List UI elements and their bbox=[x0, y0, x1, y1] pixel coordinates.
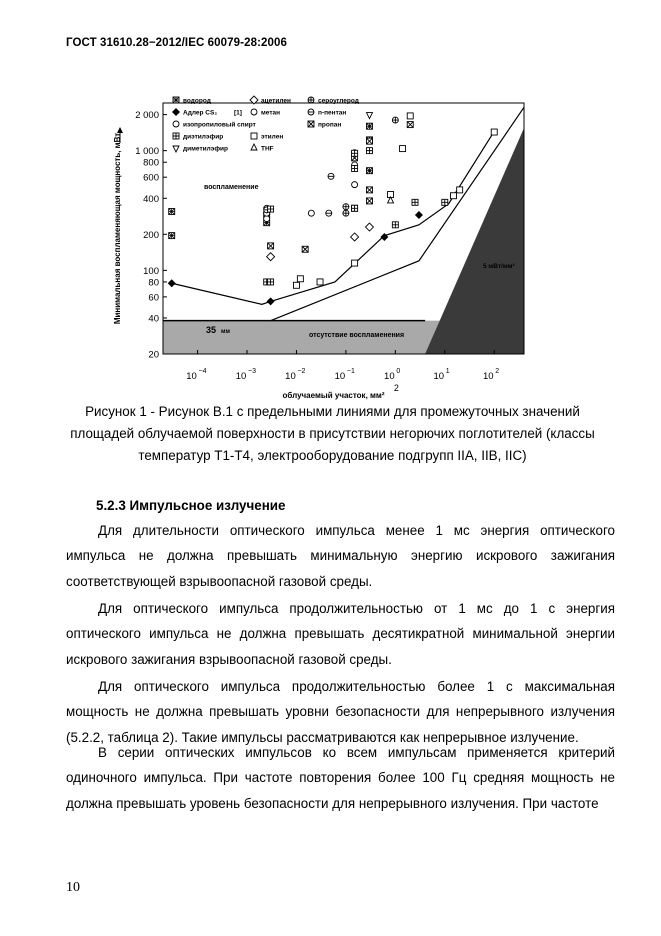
y-tick-label: 200 bbox=[143, 229, 159, 241]
data-point bbox=[352, 182, 358, 188]
data-point bbox=[268, 243, 274, 249]
data-point bbox=[407, 113, 413, 119]
document-header: ГОСТ 31610.28−2012/IEC 60079-28:2006 bbox=[66, 37, 287, 49]
y-tick-label: 60 bbox=[148, 292, 159, 304]
y-tick-label: 800 bbox=[143, 157, 159, 169]
data-point bbox=[352, 165, 358, 171]
legend-label: сероуглерод bbox=[318, 97, 359, 105]
data-point bbox=[351, 233, 359, 241]
legend-symbol bbox=[308, 109, 314, 115]
x-tick-exponent: 0 bbox=[396, 368, 401, 375]
y-tick-label: 1 000 bbox=[135, 146, 159, 158]
legend-symbol bbox=[173, 121, 179, 127]
caption-line: Рисунок 1 - Рисунок В.1 с предельными линиями для промежуточных значений bbox=[85, 404, 580, 419]
caption-line: площадей облучаемой поверхности в присутствии негорючих поглотителей (классы bbox=[70, 426, 595, 441]
data-point bbox=[366, 198, 372, 204]
page-number: 10 bbox=[66, 880, 80, 895]
legend-symbol bbox=[172, 108, 180, 116]
data-point bbox=[343, 210, 349, 216]
figure-caption bbox=[60, 401, 605, 467]
data-point bbox=[450, 193, 456, 199]
data-point bbox=[169, 209, 175, 215]
legend-symbol bbox=[251, 109, 257, 115]
legend-symbol bbox=[251, 133, 257, 139]
data-point bbox=[366, 168, 372, 174]
data-point bbox=[293, 282, 299, 288]
data-point bbox=[317, 279, 323, 285]
legend-label: этилен bbox=[261, 133, 284, 141]
legend-label: диэтилэфир bbox=[183, 133, 224, 141]
data-point bbox=[366, 187, 372, 193]
diameter-unit: мм bbox=[221, 329, 230, 335]
data-point bbox=[308, 210, 314, 216]
legend-symbol bbox=[173, 133, 179, 139]
legend-symbol bbox=[308, 97, 314, 103]
ignition-power-chart bbox=[106, 92, 526, 400]
ignition-label: воспламенение bbox=[204, 184, 259, 191]
data-point bbox=[169, 233, 175, 239]
legend-label: n-пентан bbox=[318, 109, 347, 117]
legend-label: Адлер CS₂ bbox=[183, 109, 218, 117]
data-point bbox=[352, 205, 358, 211]
data-point bbox=[392, 117, 398, 123]
data-point bbox=[392, 222, 398, 228]
x-tick-exponent: 1 bbox=[445, 368, 450, 375]
data-point bbox=[267, 297, 275, 305]
x-tick-label: 10 bbox=[186, 371, 197, 382]
data-point bbox=[365, 223, 373, 231]
legend-label: метан bbox=[261, 109, 281, 117]
data-point bbox=[366, 148, 372, 154]
x-tick-label: 10 bbox=[235, 371, 247, 382]
y-tick-label: 2 000 bbox=[135, 110, 159, 122]
data-point bbox=[352, 260, 358, 266]
data-point bbox=[268, 206, 274, 212]
legend-label: пропан bbox=[318, 121, 342, 129]
legend-symbol bbox=[251, 144, 257, 150]
y-tick-label: 20 bbox=[148, 349, 159, 361]
legend-label: ацетилен bbox=[261, 97, 291, 105]
x-tick-label: 10 bbox=[433, 371, 445, 382]
diameter-label: 35 bbox=[206, 325, 217, 335]
paragraph: Для длительности оптического импульса менее 1 мс энергия оптического импульса не должна превышать минимальную энергию искрового зажигания соответствующей взрывоопасной газовой среды. bbox=[66, 523, 615, 589]
legend-symbol bbox=[308, 121, 314, 127]
data-point bbox=[407, 122, 413, 128]
x-tick-exponent: −4 bbox=[198, 368, 207, 375]
data-point bbox=[268, 279, 274, 285]
limit-line-upper bbox=[172, 131, 495, 304]
data-point bbox=[326, 210, 332, 216]
x-extra-label: 2 bbox=[393, 383, 399, 393]
legend-label: диметилэфир bbox=[183, 145, 229, 153]
y-tick-label: 80 bbox=[148, 277, 159, 289]
caption-line: температур Т1-Т4, электрооборудование подгрупп IIA, IIB, IIC) bbox=[138, 448, 527, 463]
y-tick-label: 600 bbox=[143, 172, 159, 184]
y-tick-label: 400 bbox=[143, 193, 159, 205]
x-tick-exponent: −3 bbox=[248, 368, 256, 375]
paragraph: Для оптического импульса продолжительностью более 1 с максимальная мощность не должна превышать уровни безопасности для непрерывного излучения (5.2.2, таблица 2). Такие импульсы рассматриваются как непрерывное излучение. bbox=[66, 679, 615, 745]
legend-symbol bbox=[173, 146, 179, 152]
data-point bbox=[366, 113, 372, 119]
y-tick-label: 100 bbox=[143, 265, 159, 277]
section-title: 5.2.3 Импульсное излучение bbox=[96, 498, 286, 513]
data-point bbox=[328, 173, 334, 179]
data-point bbox=[457, 187, 463, 193]
x-tick-exponent: −1 bbox=[346, 368, 355, 375]
x-tick-label: 10 bbox=[285, 371, 296, 382]
legend-label: THF bbox=[261, 145, 274, 153]
data-point bbox=[366, 138, 372, 144]
data-point bbox=[412, 199, 418, 205]
data-point bbox=[442, 199, 448, 205]
data-point bbox=[366, 123, 372, 129]
legend-label: водород bbox=[183, 97, 211, 105]
legend-label: [1] bbox=[234, 109, 242, 117]
x-tick-label: 10 bbox=[482, 371, 494, 382]
paragraph: В серии оптических импульсов ко всем импульсам применяется критерий одиночного импульса. При частоте повторения более 100 Гц средняя мощность не должна превышать уровень безопасности для непрерывного излучения. При частоте bbox=[66, 745, 615, 811]
data-point bbox=[343, 204, 349, 210]
y-axis-arrowhead bbox=[117, 127, 123, 133]
data-point bbox=[302, 246, 308, 252]
x-axis-label: облучаемый участок, мм² bbox=[282, 391, 385, 400]
data-point bbox=[400, 146, 406, 152]
data-point bbox=[415, 211, 423, 219]
data-point bbox=[168, 279, 176, 287]
no-ignition-label: отсутствие воспламенения bbox=[309, 332, 405, 339]
x-tick-exponent: 2 bbox=[495, 368, 500, 375]
x-tick-exponent: −2 bbox=[297, 368, 306, 375]
data-point bbox=[267, 253, 275, 261]
y-axis-label: Минимальная воспламеняющая мощность, мВт bbox=[113, 132, 122, 325]
legend-label: изопропиловый спирт bbox=[183, 121, 256, 129]
data-point bbox=[352, 150, 358, 156]
y-tick-label: 40 bbox=[148, 313, 159, 325]
paragraph: Для оптического импульса продолжительностью от 1 мс до 1 с энергия оптического импульса не должна превышать десятикратной минимальной энергии искрового зажигания взрывоопасной газовой среды. bbox=[66, 601, 615, 667]
data-point bbox=[297, 276, 303, 282]
legend-symbol bbox=[173, 97, 179, 103]
x-tick-label: 10 bbox=[334, 371, 346, 382]
power-density-label: 5 мВт/мм² bbox=[483, 263, 515, 270]
data-point bbox=[491, 129, 497, 135]
x-tick-label: 10 bbox=[384, 371, 395, 382]
